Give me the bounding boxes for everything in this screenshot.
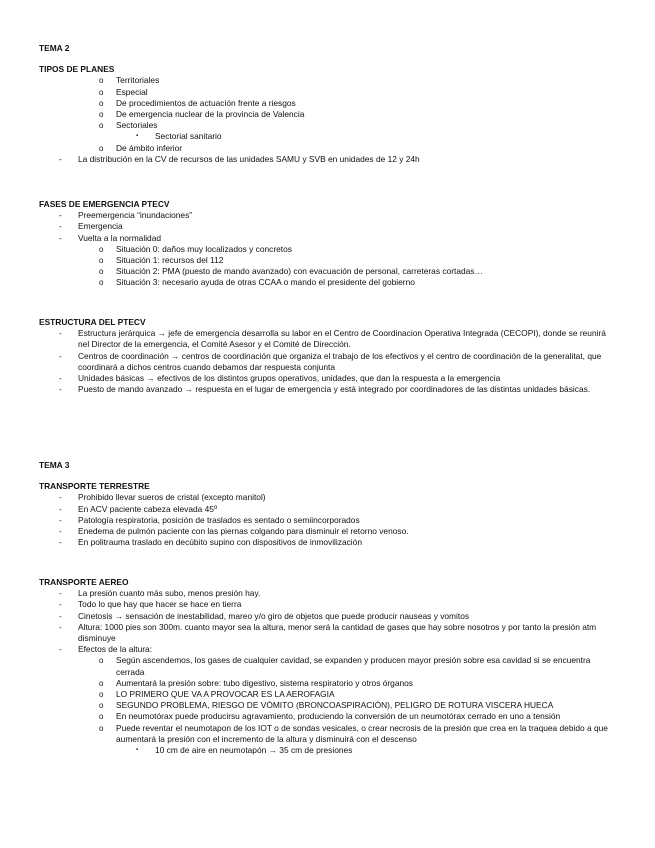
dash-bullet-icon: - — [59, 515, 62, 525]
list-item — [39, 143, 619, 154]
list-item — [39, 611, 619, 622]
estructura-heading: ESTRUCTURA DEL PTECV — [39, 317, 146, 327]
circle-bullet-icon: o — [99, 121, 104, 131]
list-item — [39, 678, 619, 689]
tema3-title: TEMA 3 — [39, 460, 70, 470]
circle-bullet-icon: o — [99, 278, 104, 288]
list-item — [39, 526, 619, 537]
circle-bullet-icon: o — [99, 244, 104, 254]
list-item — [39, 233, 619, 244]
dash-bullet-icon: - — [59, 504, 62, 514]
list-item-text: LO PRIMERO QUE VA A PROVOCAR ES LA AEROFAGIA — [116, 689, 335, 700]
list-item — [39, 120, 619, 131]
list-item — [39, 622, 619, 644]
tema2-section — [39, 43, 619, 165]
list-item-text: La presión cuanto más subo, menos presión hay. — [78, 588, 261, 599]
list-item-text: La distribución en la CV de recursos de las unidades SAMU y SVB en unidades de 12 y 24h — [78, 153, 420, 164]
list-item — [39, 504, 619, 515]
list-item — [39, 689, 619, 700]
list-item-text: Unidades básicas → efectivos de los distintos grupos operativos, unidades, que dan la respuesta a la emergencia — [78, 373, 501, 383]
list-item-text: En politrauma traslado en decúbito supino con dispositivos de inmovilización — [78, 537, 362, 548]
circle-bullet-icon: o — [99, 712, 104, 722]
list-item — [39, 266, 619, 277]
list-item — [39, 221, 619, 232]
list-item-text: En neumotórax puede producirsu agravamiento, produciendo la conversión de un neumotórax cerrado en uno a tensión — [116, 711, 561, 722]
list-item-text: Preemergencia “inundaciones” — [78, 210, 193, 221]
dash-bullet-icon: - — [59, 154, 62, 164]
dash-bullet-icon: - — [59, 622, 62, 632]
dash-bullet-icon: - — [59, 329, 62, 339]
fases-list — [39, 210, 619, 288]
dash-bullet-icon: - — [59, 526, 62, 536]
tipos-de-planes-list — [39, 75, 619, 165]
dash-bullet-icon: - — [59, 351, 62, 361]
list-item-text: Puede reventar el neumotapon de los IOT o de sondas vesicales, o crear necrosis de la presión que crea en la traquea debido a que aumentará la presión con el incremento de la altura y disminuirá con el descenso — [116, 722, 608, 744]
fases-section — [39, 199, 619, 289]
list-item — [39, 328, 619, 350]
list-item-text: Cinetosis → sensación de inestabilidad, mareo y/o giro de objetos que puede producir nauseas y vomitos — [78, 610, 470, 621]
list-item-text: De emergencia nuclear de la provincia de Valencia — [116, 108, 305, 119]
dash-bullet-icon: - — [59, 374, 62, 383]
list-item-text: Estructura jerárquica → jefe de emergencia desarrolla su labor en el Centro de Coordinacion Operativa Integrada (CECOPI), donde se reunirá nel Director de la emergencia, el Comité Asesor y el Comité de Dirección. — [78, 328, 606, 350]
list-item-text: SEGUNDO PROBLEMA, RIESGO DE VÓMITO (BRONCOASPIRACIÓN), PELIGRO DE ROTURA VISCERA HUECA — [116, 700, 554, 711]
list-item-text: 10 cm de aire en neumotapón → 35 cm de presiones — [155, 745, 353, 756]
list-item-text: Según ascendemos, los gases de cualquier cavidad, se expanden y producen mayor presión sobre esa cavidad si se encuentra cerrada — [116, 655, 591, 677]
fases-heading: FASES DE EMERGENCIA PTECV — [39, 199, 170, 209]
dash-bullet-icon: - — [59, 600, 62, 610]
list-item-text: De procedimientos de actuación frente a riesgos — [116, 97, 296, 108]
circle-bullet-icon: o — [99, 143, 104, 153]
aereo-section — [39, 577, 619, 756]
list-item-text: Prohibido llevar sueros de cristal (excepto manitol) — [78, 492, 266, 503]
circle-bullet-icon: o — [99, 109, 104, 119]
list-item — [39, 351, 619, 373]
list-item — [39, 588, 619, 599]
list-item-text: Especial — [116, 86, 148, 97]
list-item — [39, 255, 619, 266]
dash-bullet-icon: - — [59, 589, 62, 599]
list-item — [39, 384, 619, 395]
list-item — [39, 492, 619, 503]
list-item — [39, 711, 619, 722]
dash-bullet-icon: - — [59, 222, 62, 232]
circle-bullet-icon: o — [99, 690, 104, 700]
estructura-list — [39, 328, 619, 395]
circle-bullet-icon: o — [99, 256, 104, 265]
list-item-text: Sectorial sanitario — [155, 131, 222, 142]
list-item — [39, 700, 619, 711]
list-item — [39, 515, 619, 526]
circle-bullet-icon: o — [99, 701, 104, 711]
list-item-text: Enedema de pulmón paciente con las piernas colgando para disminuir el retorno venoso. — [78, 525, 409, 536]
list-item — [39, 655, 619, 677]
list-item — [39, 98, 619, 109]
circle-bullet-icon: o — [99, 76, 104, 86]
dash-bullet-icon: - — [59, 233, 62, 243]
list-item-text: Efectos de la altura: — [78, 644, 153, 655]
list-item — [39, 244, 619, 255]
list-item-text: Territoriales — [116, 75, 160, 86]
transporte-terrestre-list — [39, 492, 619, 548]
list-item — [39, 373, 619, 384]
list-item — [39, 75, 619, 86]
list-item-text: Puesto de mando avanzado → respuesta en el lugar de emergencia y está integrado por coordinadores de las distintas unidades básicas. — [78, 384, 591, 395]
list-item — [39, 109, 619, 120]
list-item-text: Situación 0: daños muy localizados y concretos — [116, 243, 292, 254]
list-item — [39, 644, 619, 655]
list-item-text: De ámbito inferior — [116, 142, 183, 153]
list-item — [39, 599, 619, 610]
circle-bullet-icon: o — [99, 87, 104, 97]
transporte-aereo-list — [39, 588, 619, 756]
circle-bullet-icon: o — [99, 267, 104, 277]
square-bullet-icon: ▪ — [136, 133, 139, 140]
list-item — [39, 537, 619, 548]
circle-bullet-icon: o — [99, 656, 104, 666]
list-item — [39, 131, 619, 142]
list-item-text: Emergencia — [78, 221, 123, 232]
circle-bullet-icon: o — [99, 723, 104, 733]
list-item — [39, 745, 619, 756]
list-item — [39, 723, 619, 745]
list-item-text: Situación 3: necesario ayuda de otras CCAA o mando el presidente del gobierno — [116, 277, 415, 288]
list-item-text: Aumentará la presión sobre: tubo digestivo, sistema respiratorio y otros órganos — [116, 677, 413, 688]
list-item — [39, 210, 619, 221]
dash-bullet-icon: - — [59, 385, 62, 395]
dash-bullet-icon: - — [59, 493, 62, 503]
list-item-text: Vuelta a la normalidad — [78, 232, 162, 243]
list-item-text: Altura: 1000 pies son 300m. cuanto mayor sea la altura, menor será la cantidad de gases que hay sobre nosotros y por tanto la presión atm disminuye — [78, 621, 597, 643]
list-item-text: Sectoriales — [116, 120, 158, 131]
dash-bullet-icon: - — [59, 645, 62, 655]
tema2-title: TEMA 2 — [39, 43, 70, 53]
list-item-text: Centros de coordinación → centros de coordinación que organiza el trabajo de los efectivos y el centro de coordinación de la generalitat, que coordinará a dichos centros cuando debamos dar respuesta conjunta — [78, 350, 602, 372]
list-item-text: En ACV paciente cabeza elevada 45º — [78, 503, 218, 514]
list-item-text: Situación 1: recursos del 112 — [116, 255, 224, 265]
dash-bullet-icon: - — [59, 538, 62, 548]
list-item-text: Patología respiratoria, posición de traslados es sentado o semiincorporados — [78, 514, 360, 525]
tipos-de-planes-heading: TIPOS DE PLANES — [39, 64, 115, 75]
estructura-section — [39, 317, 619, 395]
list-item-text: Todo lo que hay que hacer se hace en tierra — [78, 599, 242, 610]
transporte-terrestre-heading: TRANSPORTE TERRESTRE — [39, 481, 150, 492]
dash-bullet-icon: - — [59, 611, 62, 621]
circle-bullet-icon: o — [99, 98, 104, 108]
tema3-section — [39, 460, 619, 548]
circle-bullet-icon: o — [99, 678, 104, 688]
list-item-text: Situación 2: PMA (puesto de mando avanzado) con evacuación de personal, carreteras cortadas… — [116, 266, 483, 277]
list-item — [39, 87, 619, 98]
list-item — [39, 154, 619, 165]
dash-bullet-icon: - — [59, 211, 62, 221]
list-item — [39, 277, 619, 288]
transporte-aereo-heading: TRANSPORTE AEREO — [39, 577, 129, 587]
square-bullet-icon: ▪ — [136, 747, 139, 754]
